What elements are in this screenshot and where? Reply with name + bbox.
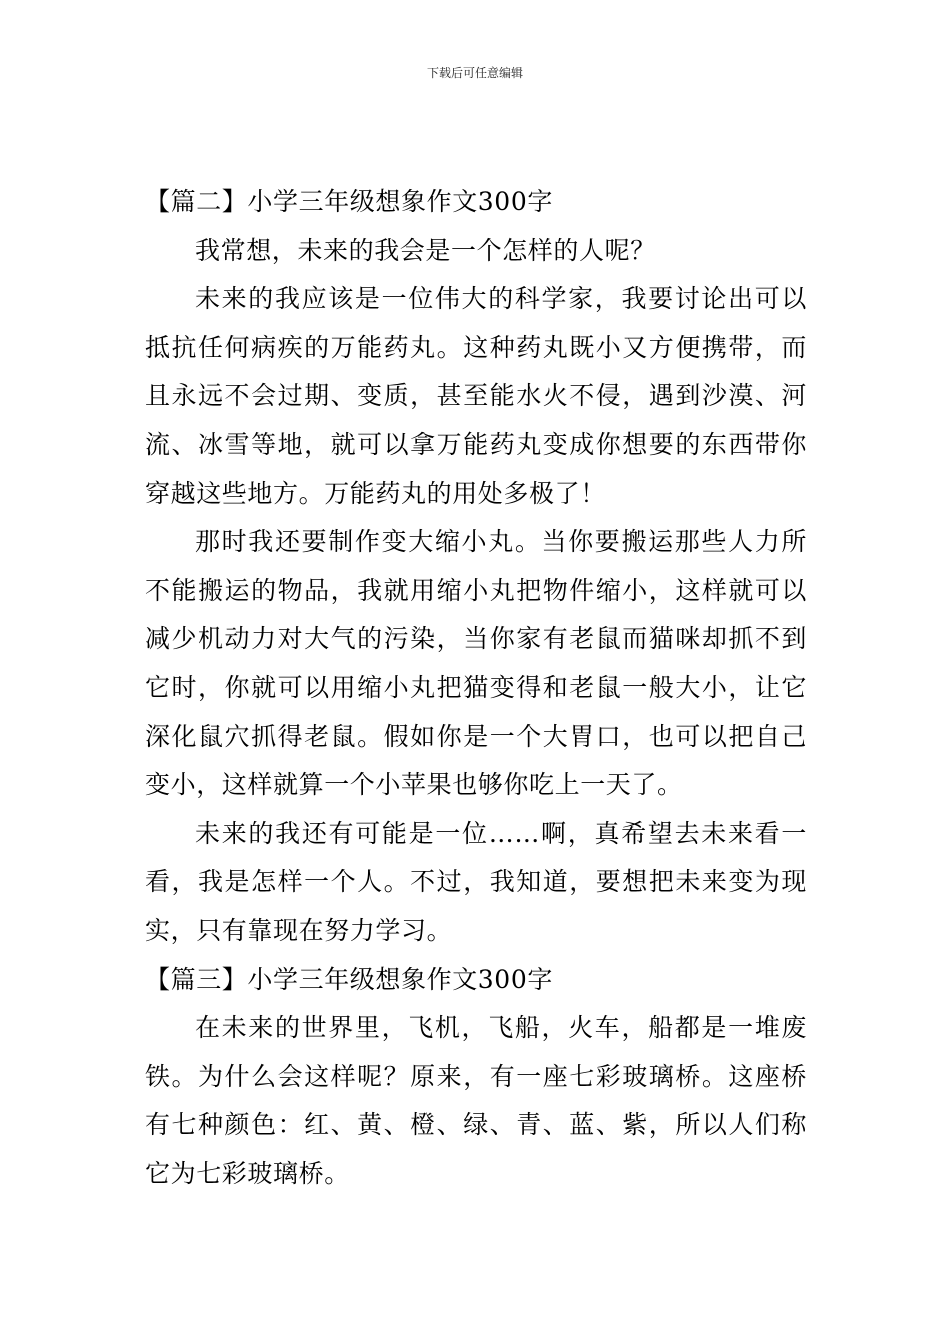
paragraph: 未来的我应该是一位伟大的科学家，我要讨论出可以抵抗任何病疾的万能药丸。这种药丸既小又方便携带，而且永远不会过期、变质，甚至能水火不侵，遇到沙漠、河流、冰雪等地，就可以拿万能药丸变成你想要的东西带你穿越这些地方。万能药丸的用处多极了！	[145, 284, 807, 508]
paragraph: 未来的我还有可能是一位……啊，真希望去未来看一看，我是怎样一个人。不过，我知道，要想把未来变为现实，只有靠现在努力学习。	[145, 818, 807, 945]
article-body	[145, 178, 807, 1198]
paragraph: 我常想，未来的我会是一个怎样的人呢？	[195, 235, 656, 265]
page-header-note: 下载后可任意编辑	[426, 66, 523, 80]
section-heading-part-two: 【篇二】小学三年级想象作文300字	[145, 187, 553, 216]
section-heading-part-three: 【篇三】小学三年级想象作文300字	[145, 964, 553, 994]
paragraph: 在未来的世界里，飞机，飞船，火车，船都是一堆废铁。为什么会这样呢？原来，有一座七彩玻璃桥。这座桥有七种颜色：红、黄、橙、绿、青、蓝、紫，所以人们称它为七彩玻璃桥。	[145, 1013, 807, 1188]
paragraph: 那时我还要制作变大缩小丸。当你要搬运那些人力所不能搬运的物品，我就用缩小丸把物件缩小，这样就可以减少机动力对大气的污染，当你家有老鼠而猫咪却抓不到它时，你就可以用缩小丸把猫变得和老鼠一般大小，让它深化鼠穴抓得老鼠。假如你是一个大胃口，也可以把自己变小，这样就算一个小苹果也够你吃上一天了。	[145, 527, 807, 800]
